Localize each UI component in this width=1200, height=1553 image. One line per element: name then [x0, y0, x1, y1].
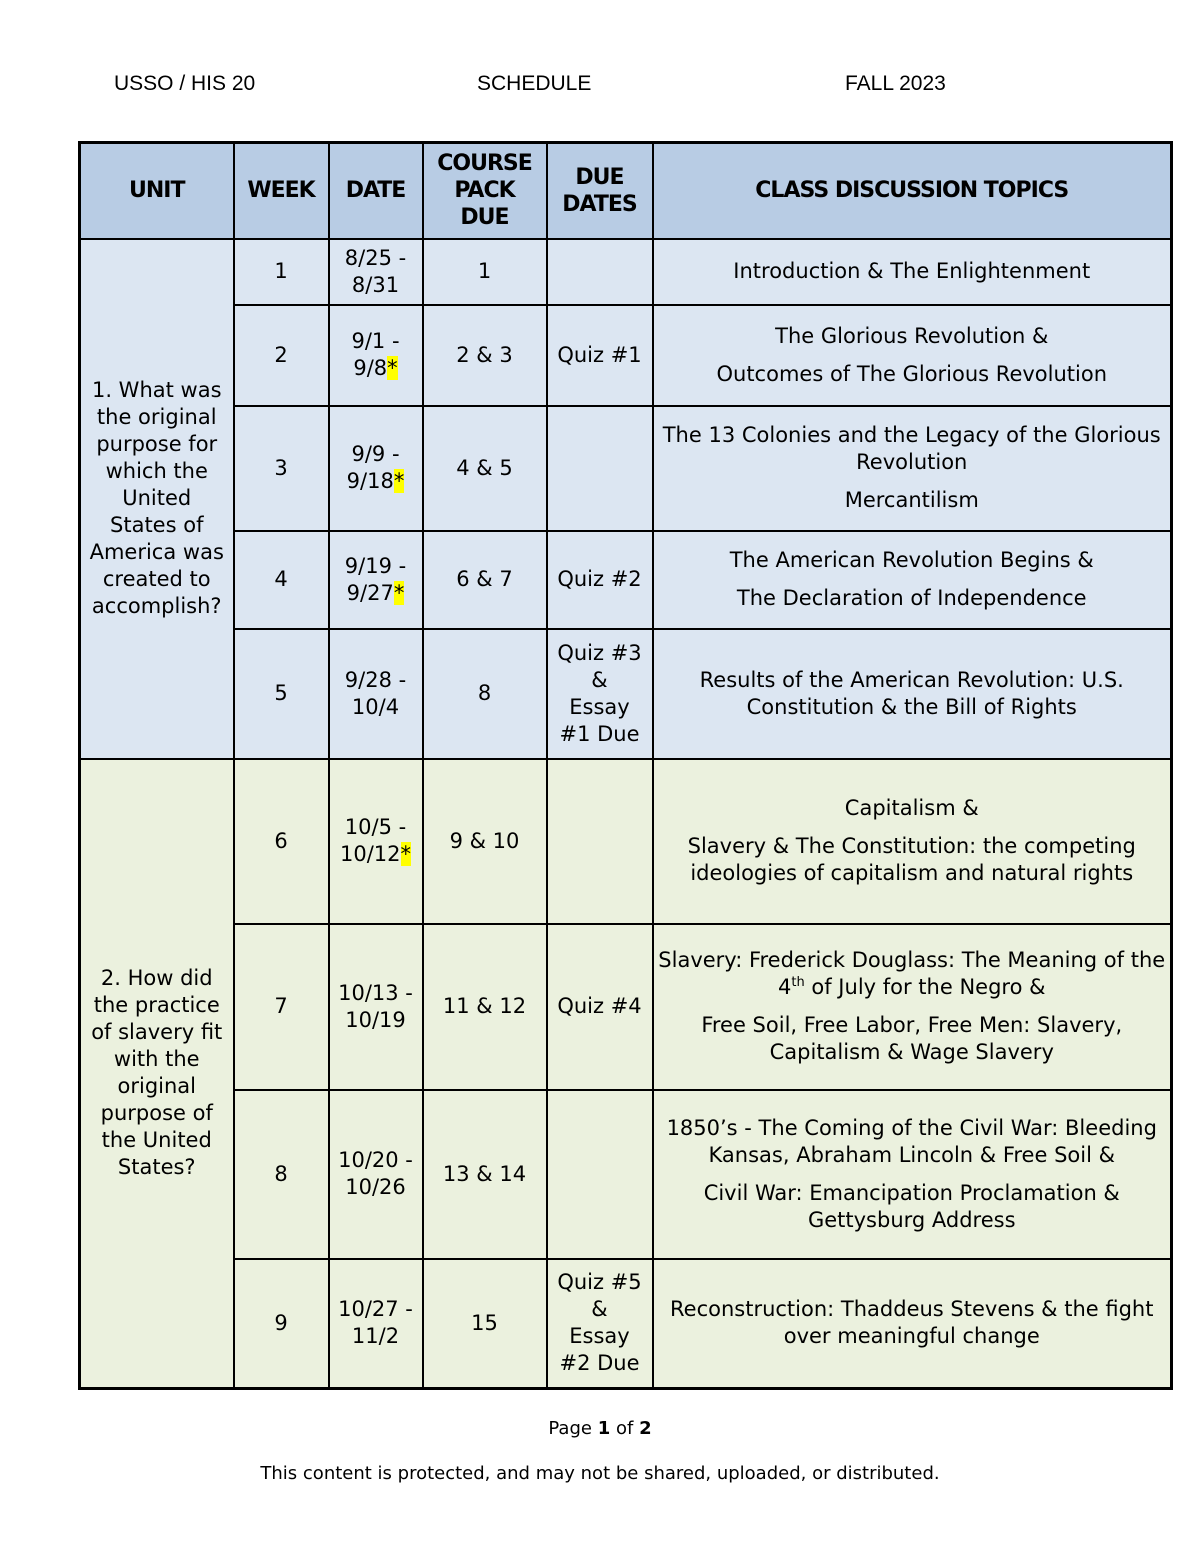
- col-course-pack: COURSE PACK DUE: [423, 143, 547, 239]
- date-cell: 10/5 - 10/12*: [329, 759, 423, 924]
- pack-cell: 8: [423, 629, 547, 759]
- date-cell: 9/9 - 9/18*: [329, 406, 423, 531]
- date-cell: 10/20 - 10/26: [329, 1090, 423, 1259]
- table-row: [80, 239, 1172, 305]
- topic-cell: The Glorious Revolution & Outcomes of The Glorious Revolution: [653, 305, 1172, 406]
- date-cell: 8/25 - 8/31: [329, 239, 423, 305]
- header-term: FALL 2023: [845, 72, 946, 95]
- topic-cell: 1850’s - The Coming of the Civil War: Bleeding Kansas, Abraham Lincoln & Free Soil & Civil War: Emancipation Proclamation & Gettysburg Address: [653, 1090, 1172, 1259]
- asterisk-mark: *: [393, 580, 405, 605]
- due-cell: [547, 406, 653, 531]
- table-row: [80, 1090, 1172, 1259]
- week-cell: 7: [234, 924, 329, 1090]
- pack-cell: 4 & 5: [423, 406, 547, 531]
- pack-cell: 2 & 3: [423, 305, 547, 406]
- date-cell: 10/13 - 10/19: [329, 924, 423, 1090]
- topic-cell: Capitalism & Slavery & The Constitution: the competing ideologies of capitalism and natural rights: [653, 759, 1172, 924]
- table-header-row: [80, 143, 1172, 239]
- pack-cell: 1: [423, 239, 547, 305]
- date-cell: 10/27 - 11/2: [329, 1259, 423, 1389]
- week-cell: 1: [234, 239, 329, 305]
- col-unit: UNIT: [80, 143, 234, 239]
- table-row: [80, 924, 1172, 1090]
- due-cell: [547, 759, 653, 924]
- col-date: DATE: [329, 143, 423, 239]
- week-cell: 6: [234, 759, 329, 924]
- col-due-dates: DUE DATES: [547, 143, 653, 239]
- pack-cell: 11 & 12: [423, 924, 547, 1090]
- week-cell: 8: [234, 1090, 329, 1259]
- date-cell: 9/19 - 9/27*: [329, 531, 423, 629]
- due-cell: Quiz #5 & Essay #2 Due: [547, 1259, 653, 1389]
- topic-cell: Reconstruction: Thaddeus Stevens & the fight over meaningful change: [653, 1259, 1172, 1389]
- table-row: [80, 1259, 1172, 1389]
- pack-cell: 13 & 14: [423, 1090, 547, 1259]
- pack-cell: 6 & 7: [423, 531, 547, 629]
- topic-cell: Results of the American Revolution: U.S. Constitution & the Bill of Rights: [653, 629, 1172, 759]
- table-row: [80, 629, 1172, 759]
- due-cell: Quiz #4: [547, 924, 653, 1090]
- topic-cell: The 13 Colonies and the Legacy of the Glorious Revolution Mercantilism: [653, 406, 1172, 531]
- page-number: Page 1 of 2: [548, 1418, 652, 1439]
- asterisk-mark: *: [387, 356, 398, 380]
- week-cell: 2: [234, 305, 329, 406]
- header-title: SCHEDULE: [477, 72, 592, 95]
- unit-1-question: 1. What was the original purpose for which the United States of America was created to accomplish?: [80, 239, 234, 759]
- col-week: WEEK: [234, 143, 329, 239]
- week-cell: 3: [234, 406, 329, 531]
- topic-cell: Slavery: Frederick Douglass: The Meaning of the 4th of July for the Negro & Free Soil, Free Labor, Free Men: Slavery, Capitalism & Wage Slavery: [653, 924, 1172, 1090]
- table-row: [80, 759, 1172, 924]
- asterisk-mark: *: [393, 469, 405, 493]
- table-row: [80, 305, 1172, 406]
- copyright-footer: This content is protected, and may not be shared, uploaded, or distributed.: [260, 1463, 940, 1484]
- topic-cell: The American Revolution Begins & The Declaration of Independence: [653, 531, 1172, 629]
- week-cell: 9: [234, 1259, 329, 1389]
- topic-cell: Introduction & The Enlightenment: [653, 239, 1172, 305]
- table-row: [80, 531, 1172, 629]
- date-cell: 9/28 - 10/4: [329, 629, 423, 759]
- due-cell: [547, 1090, 653, 1259]
- pack-cell: 9 & 10: [423, 759, 547, 924]
- week-cell: 5: [234, 629, 329, 759]
- schedule-table: [78, 141, 1173, 1390]
- header-course: USSO / HIS 20: [114, 72, 256, 95]
- week-cell: 4: [234, 531, 329, 629]
- due-cell: Quiz #2: [547, 531, 653, 629]
- due-cell: [547, 239, 653, 305]
- pack-cell: 15: [423, 1259, 547, 1389]
- due-cell: Quiz #3 & Essay #1 Due: [547, 629, 653, 759]
- table-row: [80, 406, 1172, 531]
- col-topics: CLASS DISCUSSION TOPICS: [653, 143, 1172, 239]
- unit-2-question: 2. How did the practice of slavery fit with the original purpose of the United States?: [80, 759, 234, 1389]
- due-cell: Quiz #1: [547, 305, 653, 406]
- asterisk-mark: *: [400, 842, 412, 866]
- date-cell: 9/1 - 9/8*: [329, 305, 423, 406]
